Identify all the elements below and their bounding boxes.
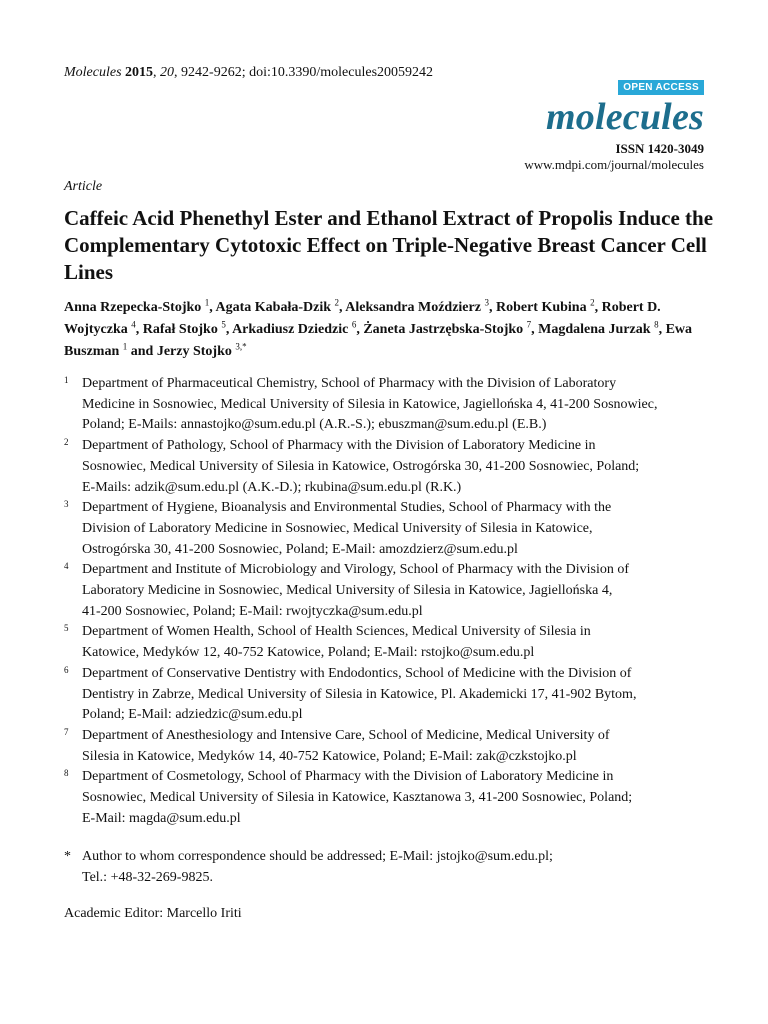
correspondence-line: Tel.: +48-32-269-9825.	[82, 869, 213, 885]
affiliation-line: Katowice, Medyków 12, 40-752 Katowice, Poland; E-Mail: rstojko@sum.edu.pl	[82, 645, 535, 661]
correspondence-mark: *	[64, 849, 71, 864]
author-affiliation-marker: 3	[484, 297, 489, 308]
author-affiliation-marker: 5	[221, 319, 226, 330]
author-name: Żaneta Jastrzębska-Stojko	[363, 322, 524, 337]
open-access-badge: OPEN ACCESS	[618, 80, 704, 95]
issn: ISSN 1420-3049	[615, 141, 704, 156]
author-affiliation-marker: 2	[334, 297, 340, 308]
affiliation-line: E-Mails: adzik@sum.edu.pl (A.K.-D.); rkubina@sum.edu.pl (R.K.)	[82, 479, 462, 495]
affiliation-line: Division of Laboratory Medicine in Sosnowiec, Medical University of Silesia in Katowice,	[82, 520, 593, 536]
affiliation-line: Silesia in Katowice, Medyków 14, 40-752 Katowice, Poland; E-Mail: zak@czkstojko.pl	[82, 748, 577, 764]
author-affiliation-marker: 2	[590, 297, 595, 308]
affiliation-list	[64, 374, 714, 829]
affiliation-number: 3	[64, 499, 69, 510]
author-name: Robert Kubina	[495, 300, 587, 315]
correspondence-line: Author to whom correspondence should be addressed; E-Mail: jstojko@sum.edu.pl;	[82, 849, 553, 864]
author-affiliation-marker: 3,*	[235, 341, 247, 352]
author-name: Robert D. Wojtyczka	[64, 300, 661, 337]
author-name: Agata Kabała-Dzik	[215, 300, 332, 315]
affiliation-line: Department of Conservative Dentistry with Endodontics, School of Medicine with the Division of	[82, 665, 632, 681]
affiliation-number: 6	[64, 664, 69, 675]
affiliation-line: Department of Pharmaceutical Chemistry, School of Pharmacy with the Division of Laboratory	[82, 376, 617, 391]
affiliation-line: Poland; E-Mails: annastojko@sum.edu.pl (A.R.-S.); ebuszman@sum.edu.pl (E.B.)	[82, 417, 547, 433]
correspondence-note	[64, 847, 714, 888]
citation-line: Molecules 2015, 20, 9242-9262; doi:10.3390/molecules20059242	[64, 65, 434, 80]
author-list: Anna Rzepecka-Stojko $^1$, Agata Kabała-Dzik $^2$, Aleksandra Moździerz $^3$, Robert Kubina $^2$, Robert D. Wojtyczka $^4$, Rafał Stojko $^5$, Arkadiusz Dziedzic $^6$, Żaneta Jastrzębska-Stojko $^7$, Magdalena Jurzak $^8$, Ewa Buszman $^1$ and Jerzy Stojko $^{3,*}$	[64, 297, 693, 359]
author-name: Aleksandra Moździerz	[345, 300, 481, 315]
affiliation-line: Department of Cosmetology, School of Pharmacy with the Division of Laboratory Medicine in	[82, 769, 614, 785]
journal-name: Molecules	[64, 65, 122, 80]
affiliation-item	[64, 664, 714, 726]
author-name: Anna Rzepecka-Stojko	[64, 300, 202, 315]
affiliation-line: 41-200 Sosnowiec, Poland; E-Mail: rwojtyczka@sum.edu.pl	[82, 603, 423, 619]
affiliation-item	[64, 767, 714, 829]
author-affiliation-marker: 1	[204, 297, 210, 308]
affiliation-number: 7	[64, 726, 69, 737]
affiliation-line: Department of Women Health, School of Health Sciences, Medical University of Silesia in	[82, 624, 591, 640]
affiliation-number: 8	[64, 768, 69, 779]
author-name: Arkadiusz Dziedzic	[232, 322, 349, 337]
journal-website[interactable]: www.mdpi.com/journal/molecules	[524, 157, 704, 172]
author-affiliation-marker: 6	[351, 319, 357, 330]
author-affiliation-marker: 8	[654, 319, 659, 330]
affiliation-line: E-Mail: magda@sum.edu.pl	[82, 810, 241, 826]
affiliation-line: Laboratory Medicine in Sosnowiec, Medical University of Silesia in Katowice, Jagiellońska 4,	[82, 583, 613, 599]
affiliation-line: Department of Pathology, School of Pharmacy with the Division of Laboratory Medicine in	[82, 438, 596, 454]
article-type: Article	[64, 179, 103, 194]
affiliation-item	[64, 726, 714, 767]
affiliation-line: Department and Institute of Microbiology and Virology, School of Pharmacy with the Division of	[82, 562, 630, 578]
author-name: Magdalena Jurzak	[538, 322, 651, 337]
affiliation-line: Department of Hygiene, Bioanalysis and Environmental Studies, School of Pharmacy with the	[82, 500, 612, 516]
citation-pages-doi: , 9242-9262; doi:10.3390/molecules20059242	[174, 65, 434, 80]
affiliation-item	[64, 374, 714, 436]
author-affiliation-marker: 7	[526, 319, 532, 330]
author-affiliation-marker: 1	[122, 341, 128, 352]
author-affiliation-marker: 4	[131, 319, 136, 330]
citation-year: 2015	[125, 65, 154, 80]
affiliation-line: Ostrogórska 30, 41-200 Sosnowiec, Poland; E-Mail: amozdzierz@sum.edu.pl	[82, 541, 518, 557]
affiliation-item	[64, 436, 714, 498]
academic-editor: Academic Editor: Marcello Iriti	[64, 906, 242, 921]
affiliation-line: Poland; E-Mail: adziedzic@sum.edu.pl	[82, 707, 303, 723]
affiliation-item	[64, 560, 714, 622]
journal-logo: molecules	[546, 96, 704, 138]
affiliation-number: 2	[64, 437, 69, 448]
affiliation-line: Department of Anesthesiology and Intensive Care, School of Medicine, Medical University of	[82, 727, 610, 743]
paper-title: Caffeic Acid Phenethyl Ester and Ethanol Extract of Propolis Induce the Complementary Cytotoxic Effect on Triple-Negative Breast Cancer Cell Lines	[64, 206, 714, 284]
affiliation-number: 4	[64, 561, 69, 572]
author-name: Rafał Stojko	[142, 322, 218, 337]
citation-volume: 20	[160, 65, 175, 80]
affiliation-number: 1	[64, 375, 69, 385]
affiliation-line: Medicine in Sosnowiec, Medical University of Silesia in Katowice, Jagiellońska 4, 41-200 Sosnowiec,	[82, 396, 658, 412]
affiliation-line: Sosnowiec, Medical University of Silesia in Katowice, Ostrogórska 30, 41-200 Sosnowiec, Poland;	[82, 458, 640, 474]
author-name: Jerzy Stojko	[156, 344, 232, 359]
affiliation-item	[64, 622, 714, 663]
affiliation-number: 5	[64, 623, 69, 634]
author-name: Ewa Buszman	[64, 322, 693, 359]
affiliation-line: Dentistry in Zabrze, Medical University of Silesia in Katowice, Pl. Akademicki 17, 41-902 Bytom,	[82, 686, 637, 702]
affiliation-line: Sosnowiec, Medical University of Silesia in Katowice, Kasztanowa 3, 41-200 Sosnowiec, Poland;	[82, 790, 633, 806]
affiliation-item	[64, 498, 714, 560]
